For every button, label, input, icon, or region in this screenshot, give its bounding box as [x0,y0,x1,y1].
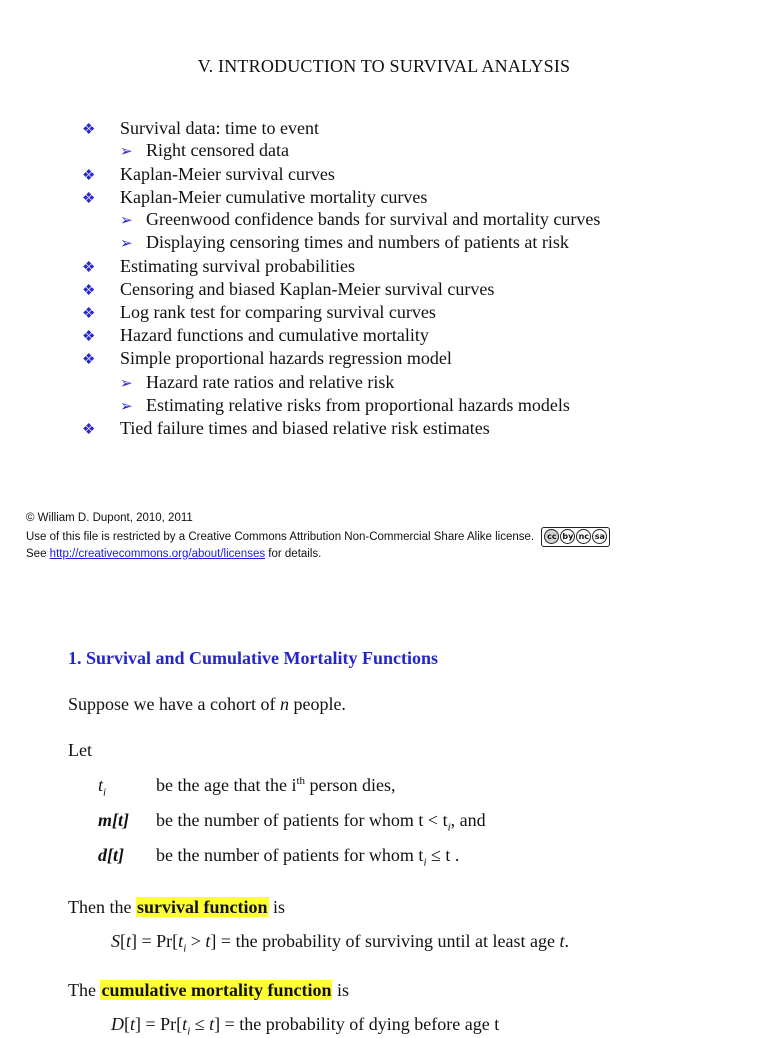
diamond-bullet-icon: ❖ [82,329,96,345]
section-heading: 1. Survival and Cumulative Mortality Functions [68,648,439,668]
list-item [120,140,289,161]
list-item [82,118,319,139]
list-item-text: Right censored data [146,140,289,160]
page-title: V. INTRODUCTION TO SURVIVAL ANALYSIS [197,56,571,76]
let-text: Let [68,740,92,760]
survival-formula: $S[t] = Pr[t_i > t]$ = the probability of surviving until at least age t. [111,931,570,955]
arrow-bullet-icon: ➢ [120,376,133,392]
definition-d-t: be the number of patients for whom $t_i \le t$ . [156,845,460,869]
list-item-text: Kaplan-Meier cumulative mortality curves [120,187,428,207]
list-item-text: Kaplan-Meier survival curves [120,164,335,184]
list-item [82,279,494,300]
definition-t-i: be the age that the $i^{th}$ person dies, [156,775,396,795]
list-item-text: Survival data: time to event [120,118,319,138]
diamond-bullet-icon: ❖ [82,168,96,184]
list-item [120,232,569,253]
license-line: Use of this file is restricted by a Creative Commons Attribution Non-Commercial Share Alike license. cc by nc sa [26,527,610,547]
cc-license-badge-icon[interactable] [541,527,610,547]
by-icon: by [560,529,575,544]
diamond-bullet-icon: ❖ [82,352,96,368]
list-item-text: Hazard functions and cumulative mortality [120,325,429,345]
diamond-bullet-icon: ❖ [82,306,96,322]
license-link[interactable]: http://creativecommons.org/about/licenses [49,547,266,560]
list-item [82,348,452,369]
list-item-text: Greenwood confidence bands for survival and mortality curves [146,209,601,229]
sa-icon: sa [592,529,607,544]
list-item [82,418,490,439]
list-item [82,256,355,277]
copyright-notice [26,511,610,562]
definition-m-t: be the number of patients for whom $t < t_i$, and [156,810,486,834]
list-item [82,187,427,208]
list-item-text: Censoring and biased Kaplan-Meier survival curves [120,279,495,299]
list-item [120,209,600,230]
list-item [120,372,394,393]
diamond-bullet-icon: ❖ [82,122,96,138]
list-item-text: Displaying censoring times and numbers of patients at risk [146,232,569,252]
cc-icon: cc [544,529,559,544]
survival-function-intro: Then the survival function is [68,897,286,917]
diamond-bullet-icon: ❖ [82,283,96,299]
mortality-function-highlight: cumulative mortality function [101,980,332,1000]
list-item-text: Estimating survival probabilities [120,256,355,276]
arrow-bullet-icon: ➢ [120,399,133,415]
list-item [82,302,436,323]
survival-function-highlight: survival function [136,897,268,917]
list-item [120,395,570,416]
copyright-line: © William D. Dupont, 2010, 2011 [26,512,193,524]
symbol-d-t: d[t] [98,845,125,865]
diamond-bullet-icon: ❖ [82,191,96,207]
arrow-bullet-icon: ➢ [120,144,133,160]
license-link-line: See http://creativecommons.org/about/licenses for details. [26,547,322,560]
arrow-bullet-icon: ➢ [120,213,133,229]
list-item [82,164,335,185]
mortality-function-intro: The cumulative mortality function is [68,980,349,1000]
arrow-bullet-icon: ➢ [120,236,133,252]
diamond-bullet-icon: ❖ [82,260,96,276]
list-item-text: Hazard rate ratios and relative risk [146,372,395,392]
intro-paragraph: Suppose we have a cohort of n people. [68,694,346,714]
mortality-formula: $D[t] = Pr[t_i \le t]$ = the probability of dying before age t [111,1014,500,1038]
list-item [82,325,429,346]
list-item-text: Estimating relative risks from proportional hazards models [146,395,570,415]
symbol-m-t: m[t] [98,810,130,830]
list-item-text: Simple proportional hazards regression model [120,348,452,368]
list-item-text: Tied failure times and biased relative risk estimates [120,418,490,438]
list-item-text: Log rank test for comparing survival curves [120,302,436,322]
nc-icon: nc [576,529,591,544]
symbol-t-i: $t_i$ [98,775,107,799]
diamond-bullet-icon: ❖ [82,422,96,438]
